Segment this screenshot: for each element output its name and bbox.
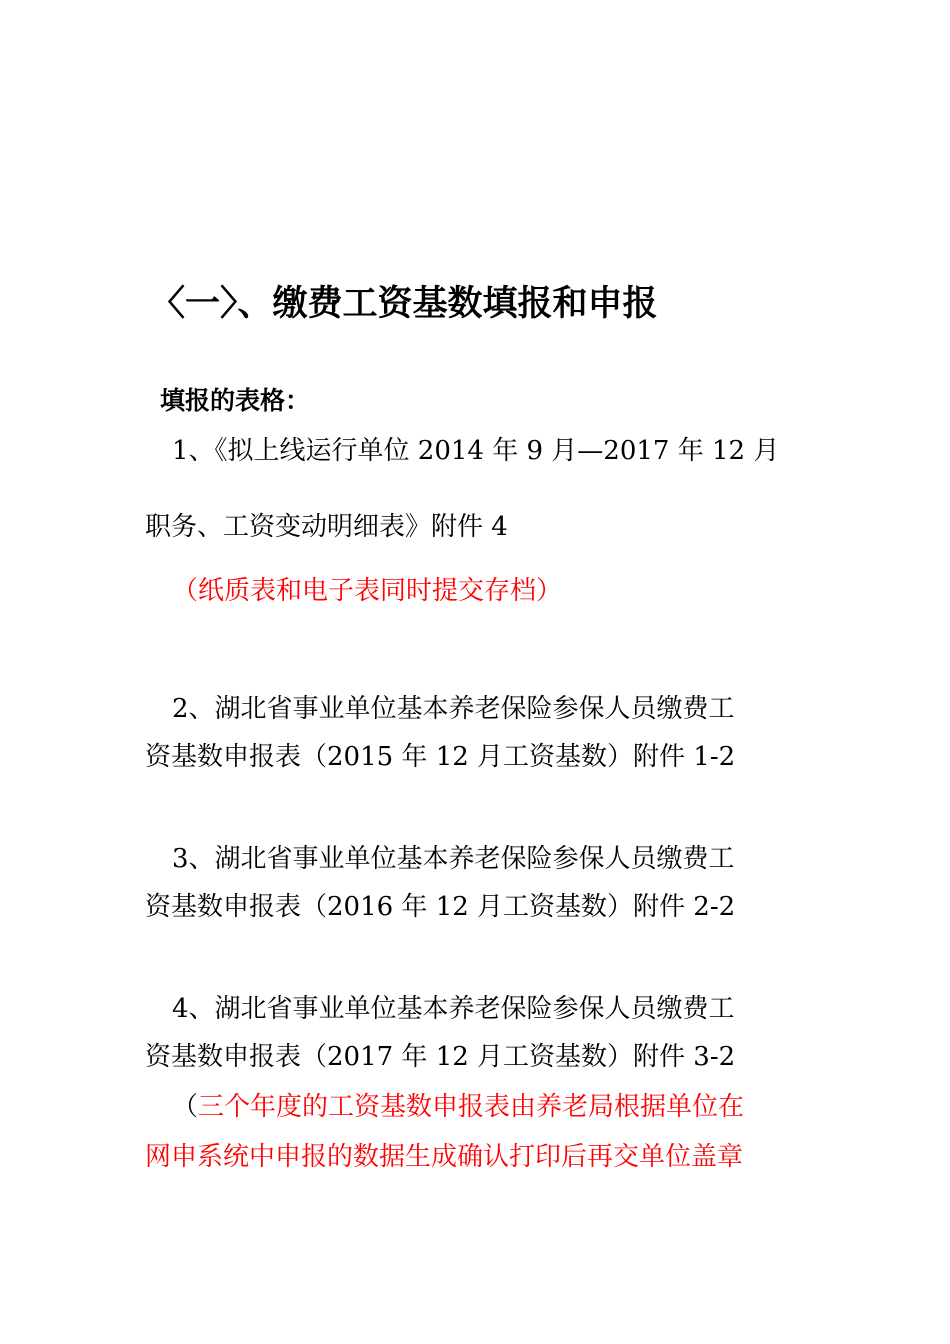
item-2-line-1: 2、湖北省事业单位基本养老保险参保人员缴费工: [172, 694, 735, 724]
item-3-line-1: 3、湖北省事业单位基本养老保险参保人员缴费工: [172, 844, 735, 874]
section-heading: 〈一〉、缴费工资基数填报和申报: [150, 284, 658, 324]
forms-subheading: 填报的表格：: [160, 386, 311, 415]
item-4-note-line-2: 网申系统中申报的数据生成确认打印后再交单位盖章: [145, 1142, 744, 1172]
item-3-line-2: 资基数申报表（2016 年 12 月工资基数）附件 2-2: [145, 892, 736, 922]
item-1-line-2: 职务、工资变动明细表》附件 4: [145, 512, 508, 542]
item-1-line-1: 1、《拟上线运行单位 2014 年 9 月—2017 年 12 月: [172, 436, 780, 466]
item-4-note-line-1: [172, 1090, 744, 1124]
item-4-line-1: 4、湖北省事业单位基本养老保险参保人员缴费工: [172, 994, 735, 1024]
item-4-line-2: 资基数申报表（2017 年 12 月工资基数）附件 3-2: [145, 1042, 736, 1072]
note-open-paren: （: [172, 1092, 199, 1122]
item-2-line-2: 资基数申报表（2015 年 12 月工资基数）附件 1-2: [145, 742, 736, 772]
note-text-1: 三个年度的工资基数申报表由养老局根据单位在: [198, 1092, 745, 1122]
item-1-note: （纸质表和电子表同时提交存档）: [172, 576, 563, 606]
